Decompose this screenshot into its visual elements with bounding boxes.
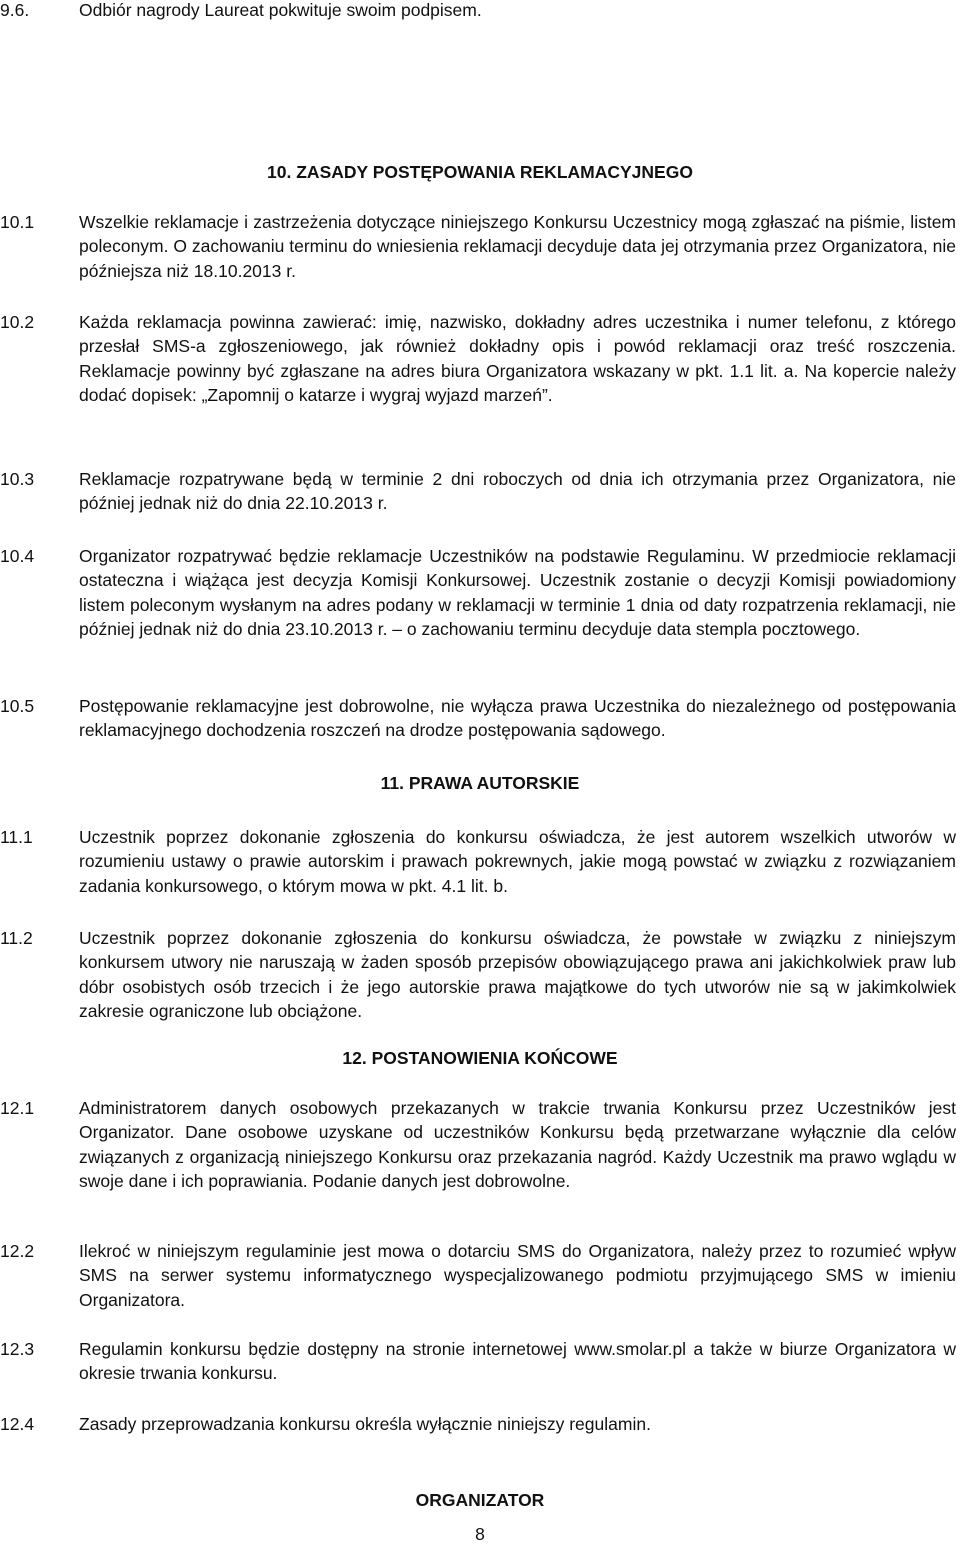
section-heading-10: 10. ZASADY POSTĘPOWANIA REKLAMACYJNEGO [267,162,693,182]
item-text-10-5: Postępowanie reklamacyjne jest dobrowolne, nie wyłącza prawa Uczestnika do niezależnego od postępowania reklamacyjnego dochodzenia roszczeń na drodze postępowania sądowego. [79,696,956,741]
item-text-10-3: Reklamacje rozpatrywane będą w terminie 2 dni roboczych od dnia ich otrzymania przez Organizatora, nie później jednak niż do dnia 22.10.2013 r. [79,469,956,514]
item-number: 12.3 [0,1339,35,1359]
item-text-10-1: Wszelkie reklamacje i zastrzeżenia dotyczące niniejszego Konkursu Uczestnicy mogą zgłaszać na piśmie, listem poleconym. O zachowaniu terminu do wniesienia reklamacji decyduje data jej otrzymania przez Organizatora, nie późniejsza niż 18.10.2013 r. [79,212,956,281]
item-number: 12.2 [0,1241,35,1261]
item-number: 10.5 [0,696,35,716]
item-text-12-1: Administratorem danych osobowych przekazanych w trakcie trwania Konkursu przez Uczestników jest Organizator. Dane osobowe uzyskane od uczestników Konkursu będą przetwarzane wyłącznie dla celów związanych z organizacją niniejszego Konkursu oraz przekazania nagród. Każdy Uczestnik ma prawo wglądu w swoje dane i ich poprawiania. Podanie danych jest dobrowolne. [79,1098,956,1192]
item-text-10-4: Organizator rozpatrywać będzie reklamacje Uczestników na podstawie Regulaminu. W przedmiocie reklamacji ostateczna i wiążąca jest decyzja Komisji Konkursowej. Uczestnik zostanie o decyzji Komisji powiadomiony listem poleconym wysłanym na adres podany w reklamacji w terminie 1 dnia od daty rozpatrzenia reklamacji, nie później jednak niż do dnia 23.10.2013 r. – o zachowaniu terminu decyduje data stempla pocztowego. [79,546,956,640]
organizer-signature: ORGANIZATOR [415,1490,545,1510]
item-text-12-4: Zasady przeprowadzania konkursu określa wyłącznie niniejszy regulamin. [79,1414,651,1434]
item-number: 10.2 [0,312,35,332]
section-heading-12: 12. POSTANOWIENIA KOŃCOWE [342,1048,618,1068]
item-number: 12.1 [0,1098,35,1118]
item-number: 10.1 [0,212,35,232]
item-text-12-2: Ilekroć w niniejszym regulaminie jest mowa o dotarciu SMS do Organizatora, należy przez to rozumieć wpływ SMS na serwer systemu informatycznego wyspecjalizowanego podmiotu przyjmującego SMS w imieniu Organizatora. [79,1241,956,1310]
item-text-10-2: Każda reklamacja powinna zawierać: imię, nazwisko, dokładny adres uczestnika i numer telefonu, z którego przesłał SMS-a zgłoszeniowego, jak również dokładny opis i powód reklamacji oraz treść roszczenia. Reklamacje powinny być zgłaszane na adres biura Organizatora wskazany w pkt. 1.1 lit. a. Na kopercie należy dodać dopisek: „Zapomnij o katarze i wygraj wyjazd marzeń”. [79,312,956,406]
item-number: 11.1 [0,827,33,847]
item-number: 9.6. [0,0,30,20]
item-number: 11.2 [0,928,33,948]
item-text-12-3: Regulamin konkursu będzie dostępny na stronie internetowej www.smolar.pl a także w biurze Organizatora w okresie trwania konkursu. [79,1339,956,1384]
page-number: 8 [475,1524,485,1544]
item-text: Odbiór nagrody Laureat pokwituje swoim podpisem. [79,0,482,20]
item-number: 10.3 [0,469,35,489]
item-text-11-1: Uczestnik poprzez dokonanie zgłoszenia do konkursu oświadcza, że jest autorem wszelkich utworów w rozumieniu ustawy o prawie autorskim i prawach pokrewnych, jakie mogą powstać w związku z rozwiązaniem zadania konkursowego, o którym mowa w pkt. 4.1 lit. b. [79,827,956,896]
item-text-11-2: Uczestnik poprzez dokonanie zgłoszenia do konkursu oświadcza, że powstałe w związku z niniejszym konkursem utwory nie naruszają w żaden sposób przepisów obowiązującego prawa ani jakichkolwiek praw lub dóbr osobistych osób trzecich i że jego autorskie prawa majątkowe do tych utworów nie są w jakimkolwiek zakresie ograniczone lub obciążone. [79,928,956,1022]
item-number: 10.4 [0,546,35,566]
item-number: 12.4 [0,1414,35,1434]
section-heading-11: 11. PRAWA AUTORSKIE [380,773,580,793]
